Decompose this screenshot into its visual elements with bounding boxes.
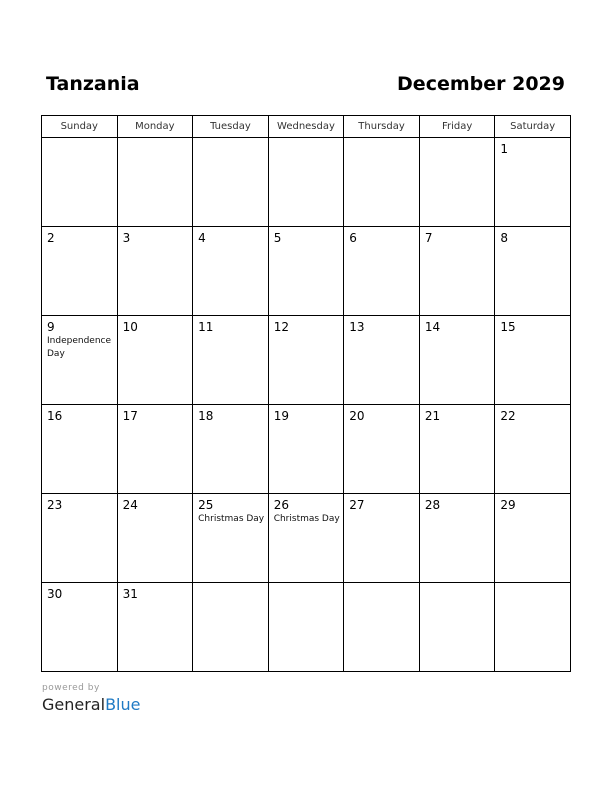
- weekday-header-row: [42, 116, 571, 138]
- day-cell: [42, 583, 118, 672]
- day-cell-content: [344, 494, 419, 512]
- day-number: 21: [424, 409, 441, 423]
- day-number: 8: [500, 231, 509, 245]
- day-cell-content: [42, 405, 117, 423]
- day-number: 29: [500, 498, 516, 512]
- day-cell-content: [344, 227, 419, 245]
- day-cell-content: [495, 227, 570, 245]
- day-cell-content: [495, 138, 570, 156]
- day-number: 16: [47, 409, 63, 423]
- day-cell: [495, 138, 571, 227]
- day-cell-content: [118, 494, 193, 512]
- day-cell-content: [495, 583, 570, 587]
- weekday-friday: Friday: [419, 116, 495, 138]
- day-cell: [268, 583, 344, 672]
- country-title: Tanzania: [46, 73, 140, 95]
- day-cell: [268, 138, 344, 227]
- day-cell: [495, 227, 571, 316]
- holiday-label: Independence Day: [47, 336, 112, 359]
- day-cell: [344, 405, 420, 494]
- day-number: 18: [198, 409, 214, 423]
- day-number: 23: [47, 498, 63, 512]
- day-cell: [268, 405, 344, 494]
- day-cell-content: [269, 494, 344, 526]
- day-number: 31: [122, 587, 138, 601]
- day-cell-content: [344, 138, 419, 142]
- day-number: 22: [500, 409, 516, 423]
- week-row: [42, 494, 571, 583]
- day-number: 3: [122, 231, 131, 245]
- day-cell-content: [118, 138, 193, 142]
- day-cell: [117, 316, 193, 405]
- day-cell: [42, 138, 118, 227]
- weekday-saturday: Saturday: [495, 116, 571, 138]
- day-cell-content: [420, 583, 495, 587]
- day-cell-content: [42, 494, 117, 512]
- weekday-sunday: Sunday: [42, 116, 118, 138]
- day-cell-content: [193, 494, 268, 526]
- day-cell: [193, 583, 269, 672]
- day-cell: [419, 227, 495, 316]
- weekday-wednesday: Wednesday: [268, 116, 344, 138]
- footer: [42, 682, 140, 715]
- day-cell-content: [269, 316, 344, 334]
- day-cell: [268, 494, 344, 583]
- day-cell: [344, 494, 420, 583]
- day-cell: [419, 138, 495, 227]
- week-row: [42, 583, 571, 672]
- day-cell: [419, 405, 495, 494]
- day-cell: [419, 494, 495, 583]
- day-number: 9: [47, 320, 55, 334]
- day-cell-content: [193, 138, 268, 142]
- weekday-thursday: Thursday: [344, 116, 420, 138]
- calendar-grid: [41, 115, 571, 672]
- day-cell: [268, 316, 344, 405]
- day-cell-content: [420, 405, 495, 423]
- day-number: 17: [122, 409, 138, 423]
- weekday-tuesday: Tuesday: [193, 116, 269, 138]
- day-cell: [117, 227, 193, 316]
- day-cell: [495, 316, 571, 405]
- day-cell: [344, 583, 420, 672]
- calendar-body: [42, 138, 571, 672]
- day-cell-content: [495, 405, 570, 423]
- day-number: 13: [349, 320, 365, 334]
- day-cell-content: [269, 405, 344, 423]
- day-cell: [344, 227, 420, 316]
- powered-by-label: powered by: [42, 683, 100, 693]
- day-number: 27: [349, 498, 365, 512]
- day-cell: [42, 405, 118, 494]
- day-number: 26: [273, 498, 289, 512]
- day-number: 2: [47, 231, 55, 245]
- day-cell: [495, 405, 571, 494]
- day-cell: [193, 138, 269, 227]
- day-number: 11: [198, 320, 214, 334]
- day-cell-content: [420, 138, 495, 142]
- day-number: 1: [500, 142, 509, 156]
- day-cell: [42, 227, 118, 316]
- day-cell: [193, 316, 269, 405]
- day-cell-content: [42, 583, 117, 601]
- week-row: [42, 138, 571, 227]
- day-cell-content: [193, 316, 268, 334]
- day-cell-content: [193, 227, 268, 245]
- day-number: 25: [198, 498, 214, 512]
- day-cell-content: [420, 316, 495, 334]
- day-cell: [344, 316, 420, 405]
- day-cell: [419, 316, 495, 405]
- day-number: 6: [349, 231, 357, 245]
- day-number: 24: [122, 498, 138, 512]
- day-number: 4: [198, 231, 206, 245]
- day-cell-content: [42, 138, 117, 142]
- day-cell-content: [344, 583, 419, 587]
- day-cell: [344, 138, 420, 227]
- day-cell-content: [495, 316, 570, 334]
- day-number: 28: [424, 498, 441, 512]
- day-number: 5: [273, 231, 282, 245]
- day-number: 19: [273, 409, 289, 423]
- day-cell-content: [495, 494, 570, 512]
- day-cell: [117, 583, 193, 672]
- day-cell-content: [193, 405, 268, 423]
- week-row: [42, 227, 571, 316]
- holiday-label: Christmas Day: [273, 514, 340, 524]
- day-cell: [419, 583, 495, 672]
- day-cell: [117, 405, 193, 494]
- day-cell-content: [118, 583, 193, 601]
- day-cell-content: [42, 316, 117, 361]
- holiday-label: Christmas Day: [198, 514, 265, 524]
- day-cell-content: [269, 227, 344, 245]
- day-cell: [42, 494, 118, 583]
- day-number: 30: [47, 587, 63, 601]
- logo-text-general: General: [42, 695, 106, 714]
- day-cell-content: [118, 405, 193, 423]
- day-cell: [495, 494, 571, 583]
- day-cell-content: [344, 405, 419, 423]
- day-number: 12: [273, 320, 289, 334]
- day-number: 7: [424, 231, 433, 245]
- day-cell-content: [420, 494, 495, 512]
- day-cell: [117, 494, 193, 583]
- day-cell: [42, 316, 118, 405]
- day-cell-content: [118, 316, 193, 334]
- day-cell-content: [269, 583, 344, 587]
- day-cell-content: [420, 227, 495, 245]
- day-number: 14: [424, 320, 441, 334]
- day-cell-content: [42, 227, 117, 245]
- logo-text-blue: Blue: [105, 695, 141, 714]
- weekday-monday: Monday: [117, 116, 193, 138]
- day-cell: [117, 138, 193, 227]
- day-cell: [495, 583, 571, 672]
- day-number: 15: [500, 320, 516, 334]
- day-cell: [193, 405, 269, 494]
- day-cell: [193, 227, 269, 316]
- week-row: [42, 316, 571, 405]
- day-cell-content: [118, 227, 193, 245]
- day-number: 20: [349, 409, 365, 423]
- day-cell-content: [344, 316, 419, 334]
- generalblue-logo[interactable]: [42, 695, 140, 715]
- week-row: [42, 405, 571, 494]
- day-number: 10: [122, 320, 138, 334]
- day-cell-content: [193, 583, 268, 587]
- day-cell: [193, 494, 269, 583]
- month-title: December 2029: [397, 73, 565, 95]
- day-cell-content: [269, 138, 344, 142]
- day-cell: [268, 227, 344, 316]
